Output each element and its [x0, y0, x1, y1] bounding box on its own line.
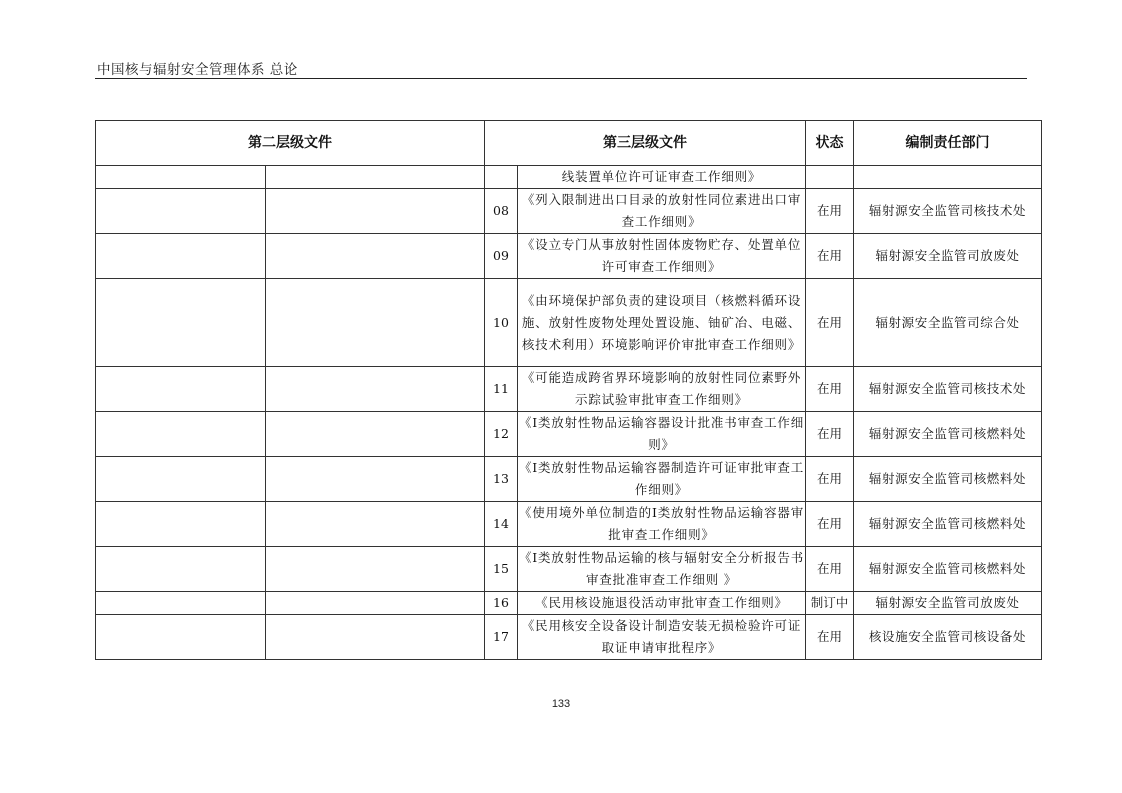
table-row — [96, 502, 1042, 547]
level2-sub-cell — [266, 367, 485, 412]
status-cell: 在用 — [806, 189, 854, 234]
document-title: 《可能造成跨省界环境影响的放射性同位素野外示踪试验审批审查工作细则》 — [518, 367, 806, 412]
status-cell: 在用 — [806, 412, 854, 457]
row-number: 12 — [485, 412, 518, 457]
table-row — [96, 615, 1042, 660]
level2-cell — [96, 547, 266, 592]
header-rule — [95, 78, 1027, 79]
dept-cell — [854, 166, 1042, 189]
document-title: 《设立专门从事放射性固体废物贮存、处置单位许可审查工作细则》 — [518, 234, 806, 279]
dept-cell: 辐射源安全监管司放废处 — [854, 234, 1042, 279]
dept-cell: 辐射源安全监管司核技术处 — [854, 367, 1042, 412]
table-row — [96, 189, 1042, 234]
document-title: 《I类放射性物品运输容器设计批准书审查工作细则》 — [518, 412, 806, 457]
status-cell: 在用 — [806, 279, 854, 367]
status-cell: 在用 — [806, 547, 854, 592]
document-title: 《由环境保护部负责的建设项目（核燃料循环设施、放射性废物处理处置设施、铀矿冶、电磁、核技术利用）环境影响评价审批审查工作细则》 — [518, 279, 806, 367]
document-title: 《列入限制进出口目录的放射性同位素进出口审查工作细则》 — [518, 189, 806, 234]
row-number: 13 — [485, 457, 518, 502]
table-row — [96, 457, 1042, 502]
level2-sub-cell — [266, 502, 485, 547]
row-number: 08 — [485, 189, 518, 234]
column-header-level3: 第三层级文件 — [485, 121, 806, 166]
column-header-status: 状态 — [806, 121, 854, 166]
document-title: 《使用境外单位制造的I类放射性物品运输容器审批审查工作细则》 — [518, 502, 806, 547]
level2-cell — [96, 412, 266, 457]
dept-cell: 辐射源安全监管司放废处 — [854, 592, 1042, 615]
level2-sub-cell — [266, 234, 485, 279]
table-row — [96, 547, 1042, 592]
status-cell: 在用 — [806, 457, 854, 502]
page-number: 133 — [551, 698, 571, 710]
row-number: 15 — [485, 547, 518, 592]
document-table — [95, 120, 1042, 660]
level2-sub-cell — [266, 457, 485, 502]
dept-cell: 辐射源安全监管司综合处 — [854, 279, 1042, 367]
level2-sub-cell — [266, 592, 485, 615]
document-title: 《民用核安全设备设计制造安装无损检验许可证取证申请审批程序》 — [518, 615, 806, 660]
level2-sub-cell — [266, 412, 485, 457]
document-title: 线装置单位许可证审查工作细则》 — [518, 166, 806, 189]
level2-sub-cell — [266, 166, 485, 189]
column-header-dept: 编制责任部门 — [854, 121, 1042, 166]
status-cell: 在用 — [806, 502, 854, 547]
row-number: 09 — [485, 234, 518, 279]
level2-sub-cell — [266, 615, 485, 660]
level2-cell — [96, 234, 266, 279]
table-row — [96, 367, 1042, 412]
level2-cell — [96, 457, 266, 502]
row-number — [485, 166, 518, 189]
level2-cell — [96, 367, 266, 412]
status-cell: 在用 — [806, 234, 854, 279]
row-number: 11 — [485, 367, 518, 412]
dept-cell: 辐射源安全监管司核燃料处 — [854, 457, 1042, 502]
table-row — [96, 592, 1042, 615]
status-cell: 在用 — [806, 615, 854, 660]
table-row — [96, 279, 1042, 367]
level2-cell — [96, 189, 266, 234]
row-number: 17 — [485, 615, 518, 660]
level2-cell — [96, 615, 266, 660]
dept-cell: 核设施安全监管司核设备处 — [854, 615, 1042, 660]
status-cell: 制订中 — [806, 592, 854, 615]
level2-sub-cell — [266, 189, 485, 234]
status-cell: 在用 — [806, 367, 854, 412]
dept-cell: 辐射源安全监管司核燃料处 — [854, 412, 1042, 457]
dept-cell: 辐射源安全监管司核技术处 — [854, 189, 1042, 234]
level2-cell — [96, 279, 266, 367]
document-title: 《I类放射性物品运输的核与辐射安全分析报告书审查批准审查工作细则 》 — [518, 547, 806, 592]
level2-sub-cell — [266, 279, 485, 367]
dept-cell: 辐射源安全监管司核燃料处 — [854, 547, 1042, 592]
dept-cell: 辐射源安全监管司核燃料处 — [854, 502, 1042, 547]
row-number: 10 — [485, 279, 518, 367]
level2-sub-cell — [266, 547, 485, 592]
table-row — [96, 412, 1042, 457]
row-number: 14 — [485, 502, 518, 547]
status-cell — [806, 166, 854, 189]
page-header-title: 中国核与辐射安全管理体系 总论 — [97, 62, 298, 78]
level2-cell — [96, 592, 266, 615]
table-row — [96, 234, 1042, 279]
column-header-level2: 第二层级文件 — [96, 121, 485, 166]
level2-cell — [96, 166, 266, 189]
table-header-row — [96, 121, 1042, 166]
row-number: 16 — [485, 592, 518, 615]
table-row — [96, 166, 1042, 189]
document-title: 《I类放射性物品运输容器制造许可证审批审查工作细则》 — [518, 457, 806, 502]
document-title: 《民用核设施退役活动审批审查工作细则》 — [518, 592, 806, 615]
level2-cell — [96, 502, 266, 547]
